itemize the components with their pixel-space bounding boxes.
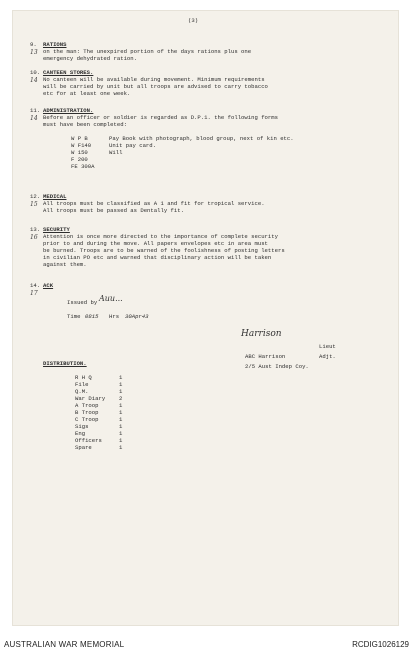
section-11-margin-number: 14: [30, 115, 38, 122]
distribution-recipient: War Diary: [75, 395, 106, 402]
distribution-count: 1: [119, 388, 123, 395]
section-11-heading: ADMINISTRATION.: [43, 107, 94, 114]
distribution-recipient: Officers: [75, 437, 102, 444]
signatory-name: ABC Harrison: [245, 353, 286, 360]
issued-by-label: Issued by: [67, 299, 98, 306]
page-number: (3): [188, 17, 199, 24]
distribution-recipient: A Troop: [75, 402, 99, 409]
document-page: [13, 11, 398, 625]
section-11-line-2: must have been completed:: [43, 121, 127, 128]
section-9-number: 9.: [30, 41, 37, 48]
section-10-line-2: will be carried by unit but all troops are advised to carry tobacco: [43, 83, 268, 90]
distribution-count: 1: [119, 381, 123, 388]
section-11-number: 11.: [30, 107, 41, 114]
section-13-margin-number: 16: [30, 234, 38, 241]
section-9-margin-number: 13: [30, 49, 38, 56]
handwritten-signature: Harrison: [241, 329, 282, 339]
form-code: W 150: [71, 149, 88, 156]
section-14-margin-number: 17: [30, 290, 38, 297]
distribution-count: 1: [119, 423, 123, 430]
footer-record-id: RCDIG1026129: [352, 640, 409, 649]
section-9-heading: RATIONS: [43, 41, 67, 48]
section-13-number: 13.: [30, 226, 41, 233]
form-code: FE 300A: [71, 163, 95, 170]
signatory-unit: 2/5 Aust Indep Coy.: [245, 363, 309, 370]
distribution-count: 1: [119, 416, 123, 423]
time-value: 0815: [85, 313, 99, 320]
form-desc: Pay Book with photograph, blood group, next of kin etc.: [109, 135, 294, 142]
distribution-recipient: Q.M.: [75, 388, 89, 395]
date-value: 30Apr43: [125, 313, 149, 320]
distribution-count: 1: [119, 402, 123, 409]
distribution-count: 1: [119, 444, 123, 451]
distribution-recipient: Spare: [75, 444, 92, 451]
section-12-heading: MEDICAL: [43, 193, 67, 200]
section-13-line-4: in civilian PO etc and warned that disciplinary action will be taken: [43, 254, 272, 261]
form-code: F 200: [71, 156, 88, 163]
distribution-count: 2: [119, 395, 123, 402]
section-13-heading: SECURITY: [43, 226, 70, 233]
section-13-line-2: prior to and during the move. All papers envelopes etc in area must: [43, 240, 268, 247]
section-13-line-1: Attention is once more directed to the importance of complete security: [43, 233, 278, 240]
distribution-heading: DISTRIBUTION.: [43, 360, 87, 367]
section-9-line-2: emergency dehydrated ration.: [43, 55, 137, 62]
form-desc: Will: [109, 149, 123, 156]
section-10-line-3: etc for at least one week.: [43, 90, 131, 97]
signatory-appointment: Adjt.: [319, 353, 336, 360]
section-14-number: 14.: [30, 282, 41, 289]
time-label: Time: [67, 313, 81, 320]
section-10-number: 10.: [30, 69, 41, 76]
section-11-line-1: Before an officer or soldier is regarded as D.P.1. the following forms: [43, 114, 278, 121]
distribution-recipient: R H Q: [75, 374, 92, 381]
distribution-count: 1: [119, 437, 123, 444]
form-code: W P B: [71, 135, 88, 142]
issued-by-signature: Auu...: [99, 294, 123, 303]
section-10-line-1: No canteen will be available during movement. Minimum requirements: [43, 76, 265, 83]
distribution-recipient: Eng: [75, 430, 86, 437]
distribution-recipient: Sigs: [75, 423, 89, 430]
signatory-rank: Lieut: [319, 343, 336, 350]
section-12-line-2: All troops must be passed as Dentally fit.: [43, 207, 184, 214]
section-12-line-1: All troops must be classified as A 1 and fit for tropical service.: [43, 200, 265, 207]
distribution-recipient: C Troop: [75, 416, 99, 423]
section-12-number: 12.: [30, 193, 41, 200]
distribution-recipient: File: [75, 381, 89, 388]
footer-institution: AUSTRALIAN WAR MEMORIAL: [4, 640, 125, 649]
distribution-count: 1: [119, 409, 123, 416]
form-code: W F140: [71, 142, 92, 149]
distribution-count: 1: [119, 430, 123, 437]
archive-footer: [0, 636, 413, 654]
section-12-margin-number: 15: [30, 201, 38, 208]
hrs-label: Hrs: [109, 313, 120, 320]
distribution-recipient: B Troop: [75, 409, 99, 416]
section-13-line-3: be burned. Troops are to be warned of the foolishness of posting letters: [43, 247, 285, 254]
section-13-line-5: against them.: [43, 261, 87, 268]
section-14-heading: ACK: [43, 282, 54, 289]
section-10-margin-number: 14: [30, 77, 38, 84]
distribution-count: 1: [119, 374, 123, 381]
section-9-line-1: on the man: The unexpired portion of the days rations plus one: [43, 48, 252, 55]
form-desc: Unit pay card.: [109, 142, 156, 149]
section-10-heading: CANTEEN STORES.: [43, 69, 94, 76]
